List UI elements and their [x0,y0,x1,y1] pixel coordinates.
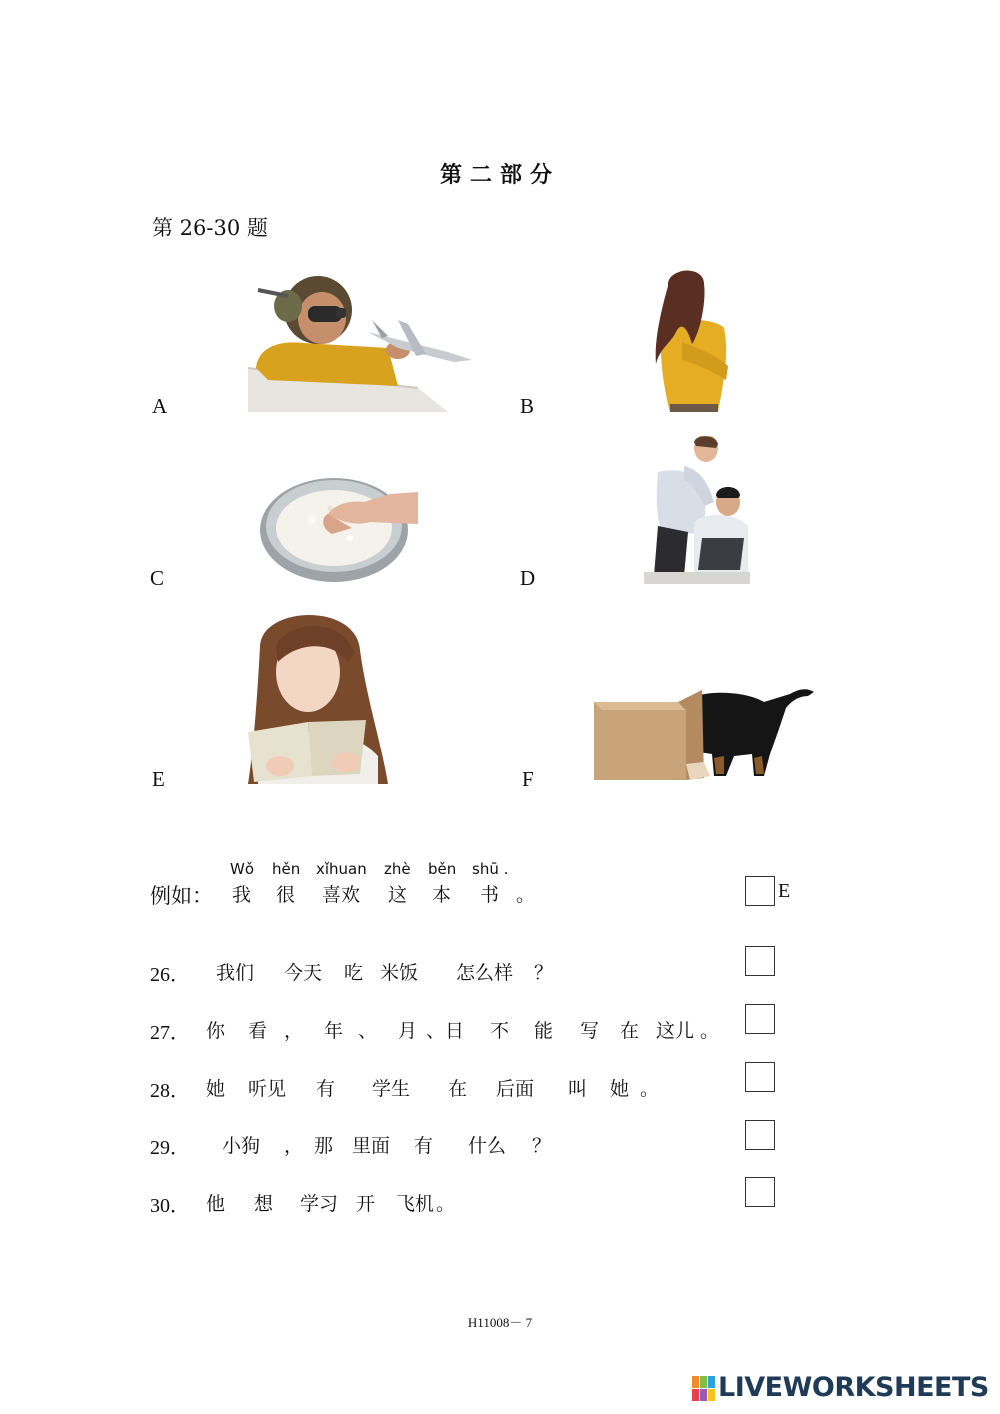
sentence-word: 那 [314,1135,334,1157]
answer-box-29[interactable] [745,1120,775,1150]
example-sentence [150,880,570,908]
sentence-word: 叫 [568,1078,588,1100]
sentence-word: 喜欢 [322,884,361,906]
sentence-word: 在 [620,1020,640,1042]
option-letter-b: B [520,394,535,418]
liveworksheets-logo-icon [692,1376,716,1402]
sentence-word: 里面 [352,1135,391,1157]
sentence-word: ， [284,1020,304,1042]
sentence-word: 今天 [284,962,323,984]
sentence-word: 、日 [426,1020,465,1042]
sentence-word: ， [284,1135,304,1157]
sentence-word: 书 [480,884,500,906]
washing-rice-icon [260,468,418,586]
question-28 [150,1074,710,1102]
sentence-word: 看 [248,1020,268,1042]
puppy-in-box-icon [594,684,816,782]
pinyin-word: zhè [384,860,411,878]
question-number: 28． [150,1080,190,1102]
pinyin-word: běn [428,860,457,878]
pinyin-word: hěn [272,860,301,878]
sentence-word: 什么 [468,1135,507,1157]
sentence-word: 学习 [300,1193,339,1215]
sentence-word: 听见 [248,1078,287,1100]
sentence-word: ？ [532,1135,552,1157]
woman-reading-icon [248,606,388,784]
sentence-word: 这儿 [656,1020,695,1042]
example-answer: E [778,880,791,902]
sentence-word: 我 [232,884,252,906]
sentence-word: 怎么样 [456,962,514,984]
sentence-word: 能 [534,1020,554,1042]
sentence-word: 她 [610,1078,630,1100]
example-answer-box [745,876,775,906]
question-29 [150,1131,670,1159]
sentence-word: 米饭 [380,962,419,984]
option-letter-f: F [522,767,534,791]
question-number: 27． [150,1022,190,1044]
sentence-word: 飞机 [396,1193,435,1215]
question-number: 29． [150,1137,190,1159]
sentence-word: 她 [206,1078,226,1100]
sentence-word: 、 [358,1020,378,1042]
picture-b-woman-looking-back [652,268,732,412]
sentence-word: 想 [254,1193,274,1215]
sentence-word: 很 [276,884,296,906]
men-at-laptop-icon [644,436,750,584]
question-range: 第 26-30 题 [152,216,268,240]
sentence-word: 吃 [344,962,364,984]
sentence-word: 这 [388,884,408,906]
girl-toy-plane-icon [248,268,474,412]
sentence-word: 。 [436,1193,456,1215]
question-number: 30． [150,1195,190,1217]
picture-e-woman-reading [248,606,388,784]
sentence-word: 他 [206,1193,226,1215]
option-letter-e: E [152,767,165,791]
sentence-word: 。 [640,1078,660,1100]
sentence-word: 后面 [496,1078,535,1100]
brand-text: LIVEWORKSHEETS [718,1372,989,1403]
sentence-word: 。 [516,884,536,906]
sentence-word: 有 [316,1078,336,1100]
page-footer: H11008－ 7 [467,1315,533,1330]
pinyin-word: Wǒ [230,860,255,878]
sentence-word: ？ [534,962,554,984]
sentence-word: 你 [206,1020,226,1042]
sentence-word: 不 [490,1020,510,1042]
picture-d-men-at-laptop [644,436,750,584]
brand-logo [692,1374,992,1404]
answer-box-28[interactable] [745,1062,775,1092]
sentence-word: 年 [324,1020,344,1042]
sentence-word: 小狗 [222,1135,261,1157]
sentence-word: 。 [700,1020,720,1042]
pinyin-word: xǐhuan [316,860,367,878]
example-label: 例如： [150,884,213,908]
question-number: 26． [150,964,190,986]
answer-box-26[interactable] [745,946,775,976]
sentence-word: 写 [580,1020,600,1042]
picture-f-puppy-in-box [594,684,816,782]
question-27 [150,1016,740,1044]
sentence-word: 学生 [372,1078,411,1100]
sentence-word: 我们 [216,962,255,984]
pinyin-word: shū . [472,860,509,878]
sentence-word: 本 [432,884,452,906]
question-30 [150,1189,670,1217]
sentence-word: 开 [356,1193,376,1215]
sentence-word: 有 [414,1135,434,1157]
picture-a-girl-toy-plane [248,268,474,412]
picture-c-washing-rice [260,468,418,586]
question-26 [150,958,730,986]
option-letter-d: D [520,566,536,590]
example-pinyin [230,860,520,880]
sentence-word: 在 [448,1078,468,1100]
answer-box-27[interactable] [745,1004,775,1034]
option-letter-a: A [152,394,168,418]
answer-box-30[interactable] [745,1177,775,1207]
sentence-word: 月 [398,1020,418,1042]
option-letter-c: C [150,566,165,590]
woman-looking-back-icon [652,268,732,412]
section-title: 第二部分 [439,162,560,188]
